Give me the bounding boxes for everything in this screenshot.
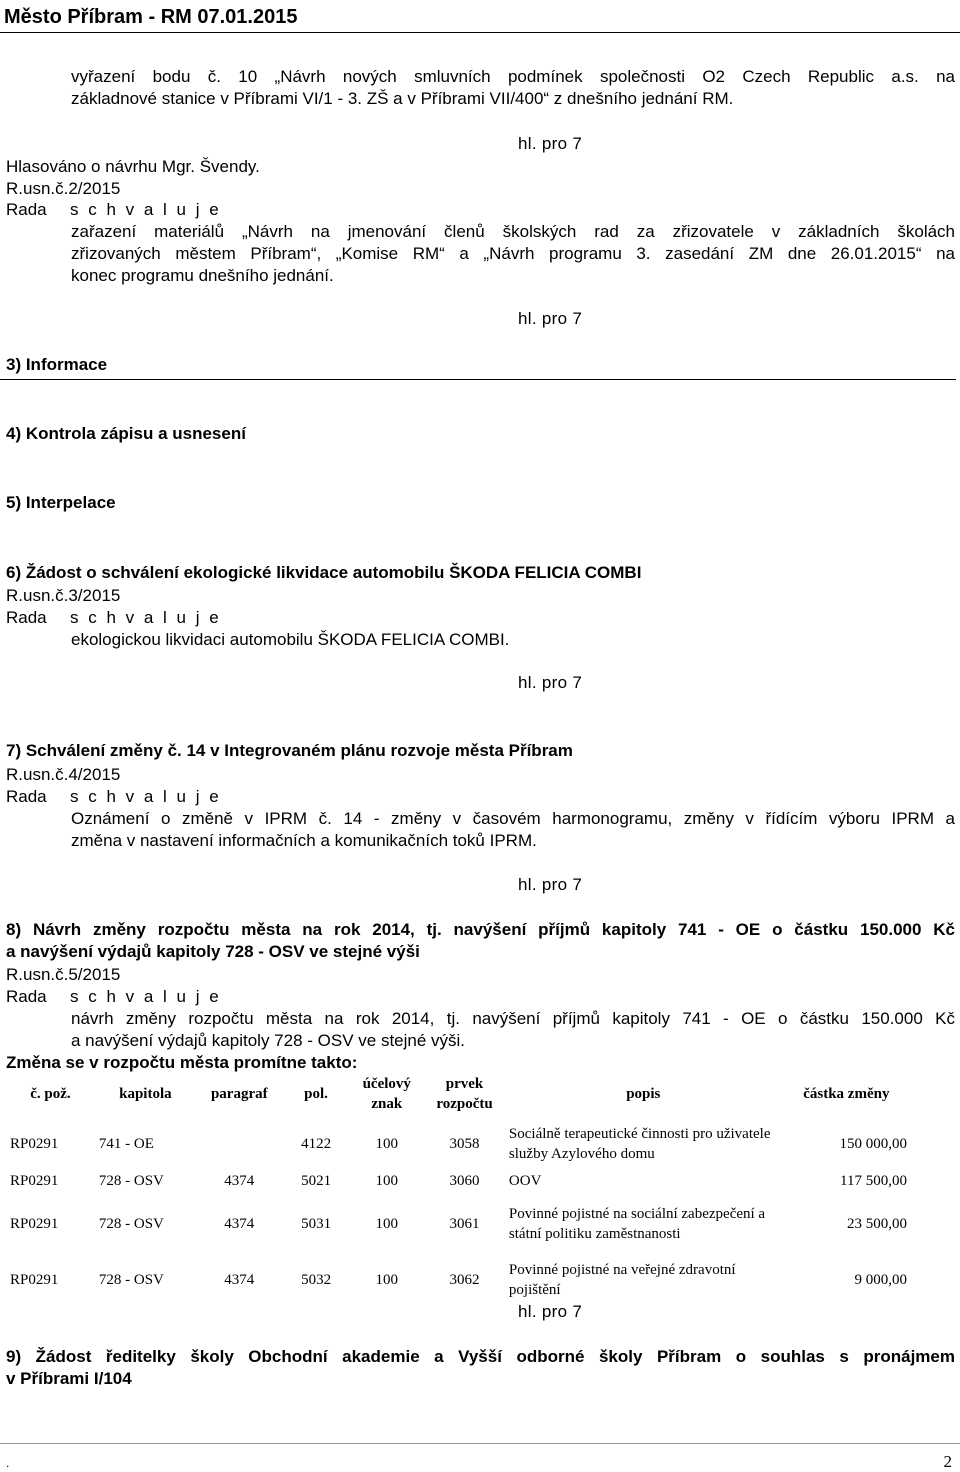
section-7-heading: 7) Schválení změny č. 14 v Integrovaném plánu rozvoje města Příbram: [6, 741, 573, 760]
resolution-text: [71, 808, 955, 851]
cell-castka: 23 500,00: [847, 1216, 907, 1232]
column-header-prvek-line: prvek: [445, 1076, 484, 1092]
cell-kapitola: 741 - OE: [98, 1136, 154, 1152]
cell-pol: 5021: [301, 1173, 332, 1189]
column-header-prvek-line: rozpočtu: [436, 1096, 493, 1112]
resolution-text-line: změna v nastavení informačních a komunikačních toků IPRM.: [71, 831, 537, 850]
resolution-number: R.usn.č.4/2015: [6, 765, 121, 784]
vote-result: hl. pro 7: [518, 1302, 583, 1321]
cell-prvek: 3061: [449, 1216, 480, 1232]
cell-c-poz: RP0291: [10, 1216, 59, 1232]
cell-prvek: 3062: [449, 1272, 480, 1288]
header-rule: [0, 32, 960, 33]
column-header-castka: částka změny: [803, 1086, 890, 1102]
cell-castka: 117 500,00: [840, 1173, 907, 1189]
section-6-heading: 6) Žádost o schválení ekologické likvidace automobilu ŠKODA FELICIA COMBI: [6, 563, 642, 582]
schvaluje-label: s c h v a l u j e: [70, 200, 222, 219]
column-header-pol: pol.: [304, 1086, 328, 1102]
resolution-text-line: Oznámení o změně v IPRM č. 14 - změny v časovém harmonogramu, změny v řídícím výboru IPRM a: [71, 809, 955, 828]
cell-c-poz: RP0291: [10, 1173, 59, 1189]
cell-uz: 100: [375, 1173, 398, 1189]
rada-label: Rada: [6, 987, 47, 1006]
cell-popis: Sociálně terapeutické činnosti pro uživatele služby Azylového domu: [508, 1126, 771, 1162]
footer-rule: [0, 1443, 960, 1444]
section-9-heading-line: 9) Žádost ředitelky školy Obchodní akademie a Vyšší odborné školy Příbram o souhlas s pronájmem: [6, 1347, 955, 1366]
cell-popis: OOV: [508, 1173, 542, 1189]
table-row: [6, 1193, 911, 1255]
cell-castka: 9 000,00: [854, 1272, 907, 1288]
resolution-text-line: konec programu dnešního jednání.: [71, 266, 334, 285]
resolution-text-line: zřizovaných městem Příbram“, „Komise RM“ a „Návrh programu 3. zasedání ZM dne 26.01.2015“ na: [71, 244, 955, 263]
column-header-ucelovy-line: znak: [371, 1096, 403, 1112]
page-number: 2: [943, 1452, 952, 1471]
column-header-kapitola: kapitola: [119, 1086, 172, 1102]
section-4-heading: 4) Kontrola zápisu a usnesení: [6, 424, 246, 443]
voted-on-text: Hlasováno o návrhu Mgr. Švendy.: [6, 157, 260, 176]
footer-mark: .: [6, 1456, 10, 1470]
section-divider: [0, 379, 956, 380]
rada-label: Rada: [6, 200, 47, 219]
cell-c-poz: RP0291: [10, 1136, 59, 1152]
page-header-title: Město Příbram - RM 07.01.2015: [4, 6, 298, 28]
agenda-intro-line: vyřazení bodu č. 10 „Návrh nových smluvních podmínek společnosti O2 Czech Republic a.s. na: [71, 67, 955, 86]
schvaluje-label: s c h v a l u j e: [70, 787, 222, 806]
resolution-number: R.usn.č.5/2015: [6, 965, 121, 984]
column-header-paragraf: paragraf: [210, 1086, 268, 1102]
agenda-intro-paragraph: [71, 66, 955, 109]
cell-paragraf: 4374: [224, 1272, 255, 1288]
cell-popis: Povinné pojistné na veřejné zdravotní pojištění: [508, 1262, 736, 1298]
resolution-text-line: a navýšení výdajů kapitoly 728 - OSV ve stejné výši.: [71, 1031, 466, 1050]
column-header-ucelovy-znak: [349, 1069, 424, 1119]
vote-result: hl. pro 7: [518, 134, 583, 153]
resolution-text-line: zařazení materiálů „Návrh na jmenování členů školských rad za zřizovatele v základních školách: [71, 222, 955, 241]
cell-prvek: 3060: [449, 1173, 480, 1189]
resolution-text-line: návrh změny rozpočtu města na rok 2014, tj. navýšení příjmů kapitoly 741 - OE o částku 150.000 Kč: [71, 1009, 955, 1028]
cell-pol: 4122: [301, 1136, 332, 1152]
cell-uz: 100: [375, 1272, 398, 1288]
cell-castka: 150 000,00: [839, 1136, 907, 1152]
cell-paragraf: 4374: [224, 1173, 255, 1189]
cell-c-poz: RP0291: [10, 1272, 59, 1288]
cell-pol: 5032: [301, 1272, 332, 1288]
table-row: [6, 1169, 911, 1193]
budget-change-table: [6, 1069, 911, 1305]
schvaluje-label: s c h v a l u j e: [70, 608, 222, 627]
section-5-heading: 5) Interpelace: [6, 493, 116, 512]
resolution-text: [71, 221, 955, 286]
cell-kapitola: 728 - OSV: [98, 1272, 164, 1288]
section-9-heading: [6, 1346, 955, 1389]
section-3-heading: 3) Informace: [6, 355, 108, 374]
cell-paragraf: 4374: [224, 1216, 255, 1232]
table-row: [6, 1255, 911, 1305]
budget-change-heading: Změna se v rozpočtu města promítne takto:: [6, 1053, 358, 1072]
cell-paragraf: [196, 1119, 283, 1169]
vote-result: hl. pro 7: [518, 673, 583, 692]
table-row: [6, 1119, 911, 1169]
section-8-heading-line: a navýšení výdajů kapitoly 728 - OSV ve stejné výši: [6, 942, 420, 961]
resolution-text: [71, 1008, 955, 1051]
rada-label: Rada: [6, 608, 47, 627]
cell-kapitola: 728 - OSV: [98, 1173, 164, 1189]
resolution-number: R.usn.č.3/2015: [6, 586, 121, 605]
cell-pol: 5031: [301, 1216, 332, 1232]
column-header-ucelovy-line: účelový: [362, 1076, 411, 1092]
cell-kapitola: 728 - OSV: [98, 1216, 164, 1232]
rada-label: Rada: [6, 787, 47, 806]
section-8-heading: [6, 919, 955, 962]
cell-uz: 100: [375, 1136, 398, 1152]
vote-result: hl. pro 7: [518, 875, 583, 894]
column-header-popis: popis: [626, 1086, 661, 1102]
column-header-c-poz: č. pož.: [30, 1086, 71, 1102]
schvaluje-label: s c h v a l u j e: [70, 987, 222, 1006]
cell-popis: Povinné pojistné na sociální zabezpečení a státní politiku zaměstnanosti: [508, 1206, 766, 1242]
section-9-heading-line: v Příbrami I/104: [6, 1369, 132, 1388]
cell-uz: 100: [375, 1216, 398, 1232]
vote-result: hl. pro 7: [518, 309, 583, 328]
cell-prvek: 3058: [449, 1136, 480, 1152]
column-header-prvek-rozpoctu: [424, 1069, 505, 1119]
agenda-intro-line: základnové stanice v Příbrami VI/1 - 3. ZŠ a v Příbrami VII/400“ z dnešního jednání RM.: [71, 89, 734, 108]
section-8-heading-line: 8) Návrh změny rozpočtu města na rok 2014, tj. navýšení příjmů kapitoly 741 - OE o částku 150.000 Kč: [6, 920, 955, 939]
resolution-number: R.usn.č.2/2015: [6, 179, 121, 198]
resolution-text: ekologickou likvidaci automobilu ŠKODA FELICIA COMBI.: [71, 630, 510, 649]
